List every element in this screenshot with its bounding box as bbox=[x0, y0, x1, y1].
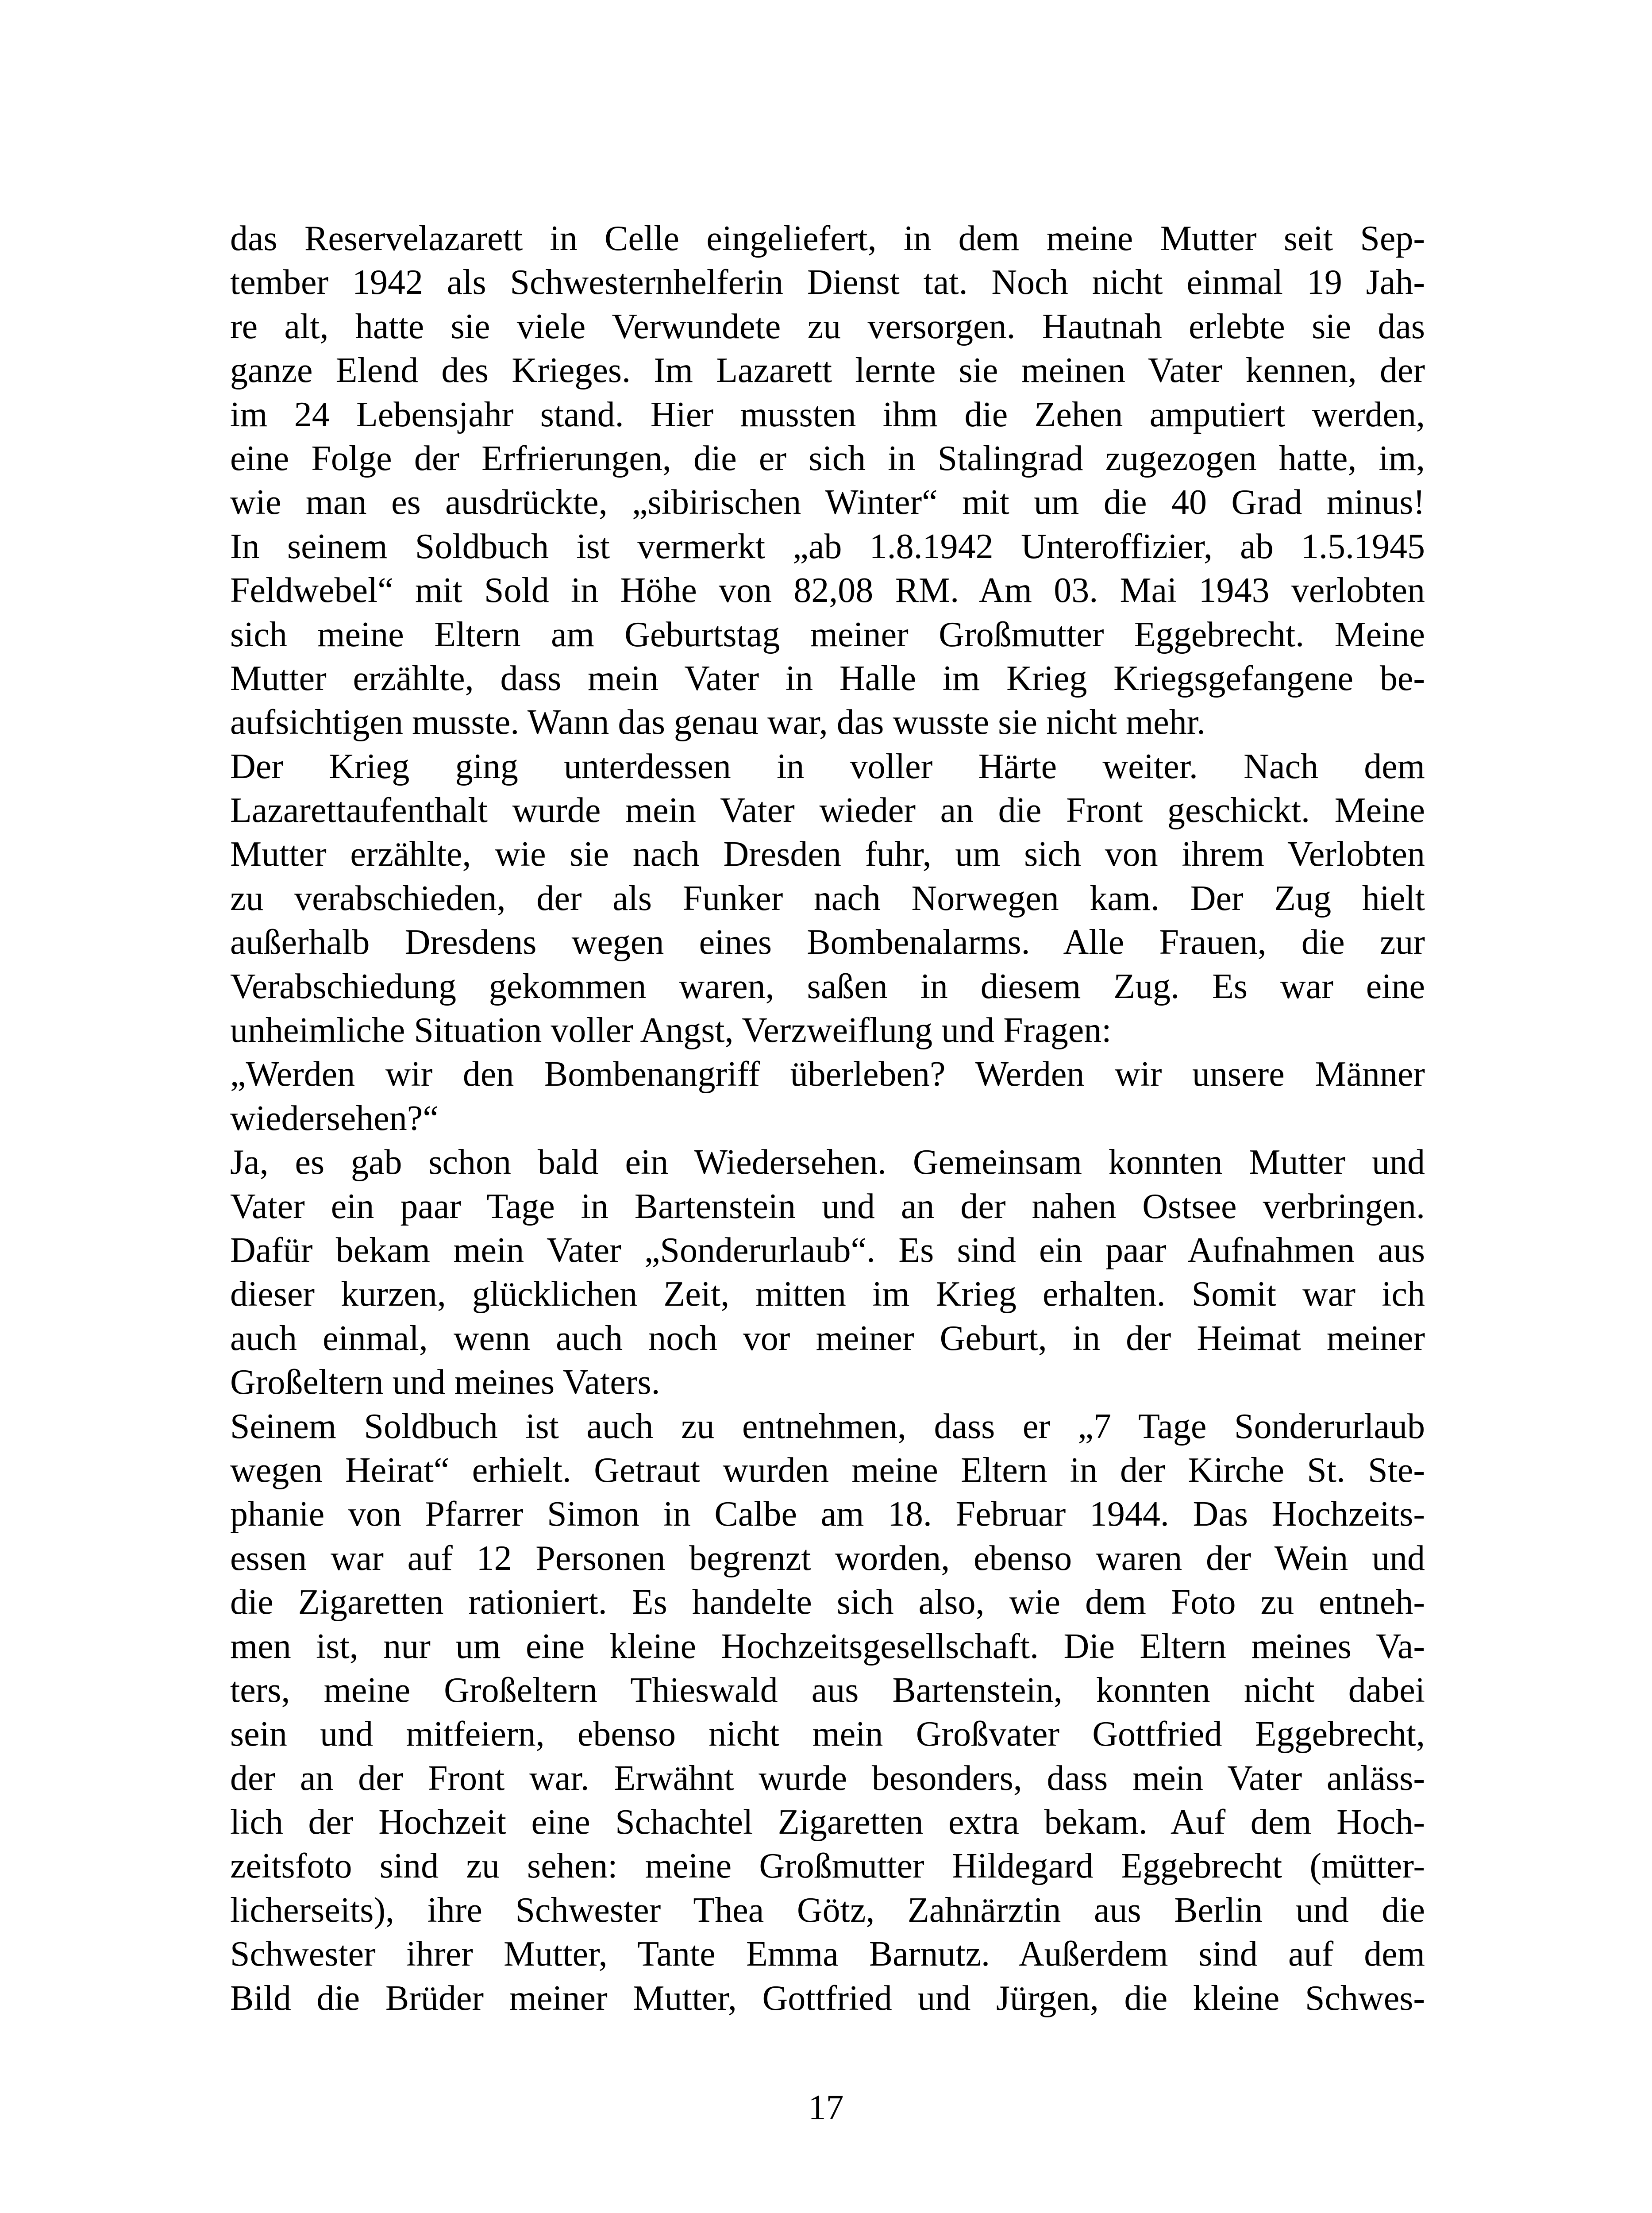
text-line: lich der Hochzeit eine Schachtel Zigaretten extra bekam. Auf dem Hoch- bbox=[230, 1803, 1425, 1842]
text-line: Seinem Soldbuch ist auch zu entnehmen, dass er „7 Tage Sonderurlaub bbox=[230, 1407, 1425, 1446]
text-line: Mutter erzählte, wie sie nach Dresden fuhr, um sich von ihrem Verlobten bbox=[230, 835, 1425, 874]
text-line: men ist, nur um eine kleine Hochzeitsgesellschaft. Die Eltern meines Va- bbox=[230, 1627, 1425, 1666]
page-number: 17 bbox=[808, 2088, 844, 2127]
text-line: tember 1942 als Schwesternhelferin Dienst tat. Noch nicht einmal 19 Jah- bbox=[230, 263, 1425, 302]
text-line: phanie von Pfarrer Simon in Calbe am 18. Februar 1944. Das Hochzeits- bbox=[230, 1495, 1425, 1534]
text-line: Schwester ihrer Mutter, Tante Emma Barnutz. Außerdem sind auf dem bbox=[230, 1935, 1425, 1974]
text-line: der an der Front war. Erwähnt wurde besonders, dass mein Vater anläss- bbox=[230, 1758, 1425, 1798]
text-line: Bild die Brüder meiner Mutter, Gottfried und Jürgen, die kleine Schwes- bbox=[230, 1978, 1425, 2018]
text-line: die Zigaretten rationiert. Es handelte sich also, wie dem Foto zu entneh- bbox=[230, 1583, 1425, 1622]
text-line: Der Krieg ging unterdessen in voller Härte weiter. Nach dem bbox=[230, 747, 1425, 786]
text-line: das Reservelazarett in Celle eingeliefert, in dem meine Mutter seit Sep- bbox=[230, 219, 1425, 258]
text-line: aufsichtigen musste. Wann das genau war, das wusste sie nicht mehr. bbox=[230, 703, 1205, 742]
text-line: sich meine Eltern am Geburtstag meiner Großmutter Eggebrecht. Meine bbox=[230, 615, 1425, 654]
text-line: wiedersehen?“ bbox=[230, 1099, 439, 1138]
text-line: außerhalb Dresdens wegen eines Bombenalarms. Alle Frauen, die zur bbox=[230, 923, 1425, 962]
text-line: zu verabschieden, der als Funker nach Norwegen kam. Der Zug hielt bbox=[230, 879, 1425, 918]
text-line: unheimliche Situation voller Angst, Verzweiflung und Fragen: bbox=[230, 1011, 1112, 1050]
text-line: wie man es ausdrückte, „sibirischen Winter“ mit um die 40 Grad minus! bbox=[230, 483, 1425, 522]
text-line: sein und mitfeiern, ebenso nicht mein Großvater Gottfried Eggebrecht, bbox=[230, 1715, 1425, 1754]
text-line: auch einmal, wenn auch noch vor meiner Geburt, in der Heimat meiner bbox=[230, 1319, 1425, 1358]
text-line: Feldwebel“ mit Sold in Höhe von 82,08 RM. Am 03. Mai 1943 verlobten bbox=[230, 571, 1425, 610]
text-line: im 24 Lebensjahr stand. Hier mussten ihm die Zehen amputiert werden, bbox=[230, 395, 1425, 434]
text-line: licherseits), ihre Schwester Thea Götz, Zahnärztin aus Berlin und die bbox=[230, 1890, 1425, 1930]
text-line: wegen Heirat“ erhielt. Getraut wurden meine Eltern in der Kirche St. Ste- bbox=[230, 1450, 1425, 1490]
text-line: Großeltern und meines Vaters. bbox=[230, 1363, 660, 1402]
text-line: Mutter erzählte, dass mein Vater in Halle im Krieg Kriegsgefangene be- bbox=[230, 659, 1425, 698]
text-line: zeitsfoto sind zu sehen: meine Großmutter Hildegard Eggebrecht (mütter- bbox=[230, 1847, 1425, 1886]
text-line: ters, meine Großeltern Thieswald aus Bartenstein, konnten nicht dabei bbox=[230, 1670, 1425, 1710]
text-line: „Werden wir den Bombenangriff überleben? Werden wir unsere Männer bbox=[230, 1055, 1425, 1094]
text-line: ganze Elend des Krieges. Im Lazarett lernte sie meinen Vater kennen, der bbox=[230, 351, 1425, 390]
text-line: Lazarettaufenthalt wurde mein Vater wieder an die Front geschickt. Meine bbox=[230, 791, 1425, 830]
text-line: Verabschiedung gekommen waren, saßen in diesem Zug. Es war eine bbox=[230, 967, 1425, 1006]
text-line: essen war auf 12 Personen begrenzt worden, ebenso waren der Wein und bbox=[230, 1538, 1425, 1578]
text-line: eine Folge der Erfrierungen, die er sich in Stalingrad zugezogen hatte, im, bbox=[230, 439, 1425, 478]
body-text bbox=[230, 217, 1425, 2020]
text-line: In seinem Soldbuch ist vermerkt „ab 1.8.1942 Unteroffizier, ab 1.5.1945 bbox=[230, 527, 1425, 566]
text-line: Dafür bekam mein Vater „Sonderurlaub“. Es sind ein paar Aufnahmen aus bbox=[230, 1230, 1425, 1270]
text-line: Ja, es gab schon bald ein Wiedersehen. Gemeinsam konnten Mutter und bbox=[230, 1143, 1425, 1182]
text-line: dieser kurzen, glücklichen Zeit, mitten im Krieg erhalten. Somit war ich bbox=[230, 1275, 1425, 1314]
text-line: re alt, hatte sie viele Verwundete zu versorgen. Hautnah erlebte sie das bbox=[230, 307, 1425, 346]
text-line: Vater ein paar Tage in Bartenstein und an der nahen Ostsee verbringen. bbox=[230, 1187, 1425, 1226]
